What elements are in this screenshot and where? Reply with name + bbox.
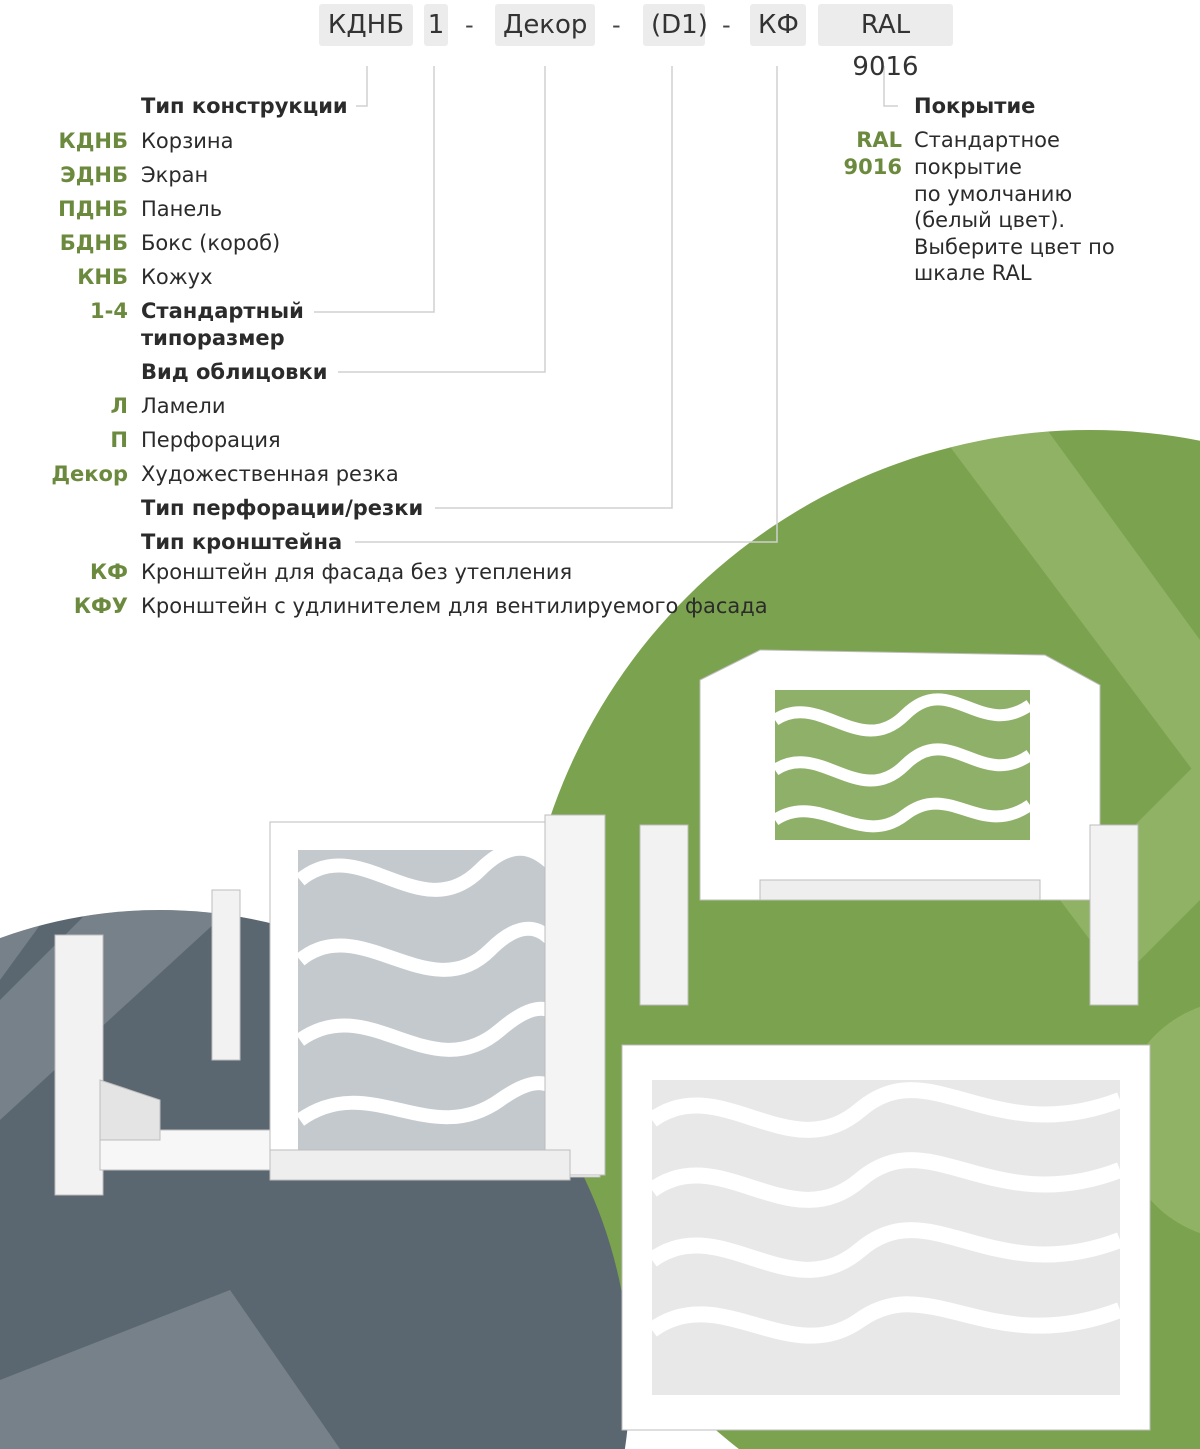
construction-label: Бокс (короб) <box>141 231 281 255</box>
construction-code: ЭДНБ <box>60 163 128 187</box>
coating-code-line2: 9016 <box>843 155 902 179</box>
cladding-label: Художественная резка <box>141 462 399 486</box>
bracket-code: КФУ <box>73 594 128 618</box>
code-chip-coating: RAL 9016 <box>818 4 953 46</box>
code-chip-bracket: КФ <box>750 4 806 46</box>
cladding-label: Перфорация <box>141 428 281 452</box>
coating-text-line: (белый цвет). <box>914 208 1066 232</box>
construction-code: ПДНБ <box>58 197 128 221</box>
code-chip-cladding: Декор <box>495 4 595 46</box>
code-chip-pattern: (D1) <box>643 4 705 46</box>
bracket-code: КФ <box>90 560 128 584</box>
code-chip-size: 1 <box>424 4 448 46</box>
coating-text-line: Стандартное <box>914 128 1060 152</box>
perforation-title: Тип перфорации/резки <box>141 496 424 520</box>
construction-code: КНБ <box>77 265 128 289</box>
cladding-title: Вид облицовки <box>141 360 328 384</box>
code-separator: - <box>722 11 731 39</box>
size-code: 1-4 <box>90 299 128 323</box>
cladding-code: П <box>110 428 128 452</box>
coating-text-line: Выберите цвет по <box>914 235 1115 259</box>
construction-title: Тип конструкции <box>141 94 348 118</box>
construction-code: КДНБ <box>58 129 128 153</box>
code-separator: - <box>612 11 621 39</box>
construction-label: Кожух <box>141 265 213 289</box>
bracket-label: Кронштейн с удлинителем для вентилируемого фасада <box>141 594 768 618</box>
construction-label: Корзина <box>141 129 234 153</box>
coating-text-line: покрытие <box>914 155 1022 179</box>
coating-text-line: шкале RAL <box>914 261 1032 285</box>
code-chip-type: КДНБ <box>319 4 413 46</box>
size-title-line2: типоразмер <box>141 326 285 350</box>
product-code-bar <box>0 4 1200 82</box>
cladding-label: Ламели <box>141 394 226 418</box>
cladding-code: Декор <box>51 462 128 486</box>
construction-label: Панель <box>141 197 223 221</box>
bracket-title: Тип кронштейна <box>141 530 343 554</box>
code-separator: - <box>465 11 474 39</box>
size-title-line1: Стандартный <box>141 299 304 323</box>
coating-title: Покрытие <box>914 94 1036 118</box>
coating-text-line: по умолчанию <box>914 182 1073 206</box>
coating-code-line1: RAL <box>856 128 902 152</box>
product-screen-panel <box>622 1045 1150 1430</box>
construction-code: БДНБ <box>59 231 128 255</box>
bracket-label: Кронштейн для фасада без утепления <box>141 560 573 584</box>
cladding-code: Л <box>110 394 128 418</box>
construction-label: Экран <box>141 163 209 187</box>
